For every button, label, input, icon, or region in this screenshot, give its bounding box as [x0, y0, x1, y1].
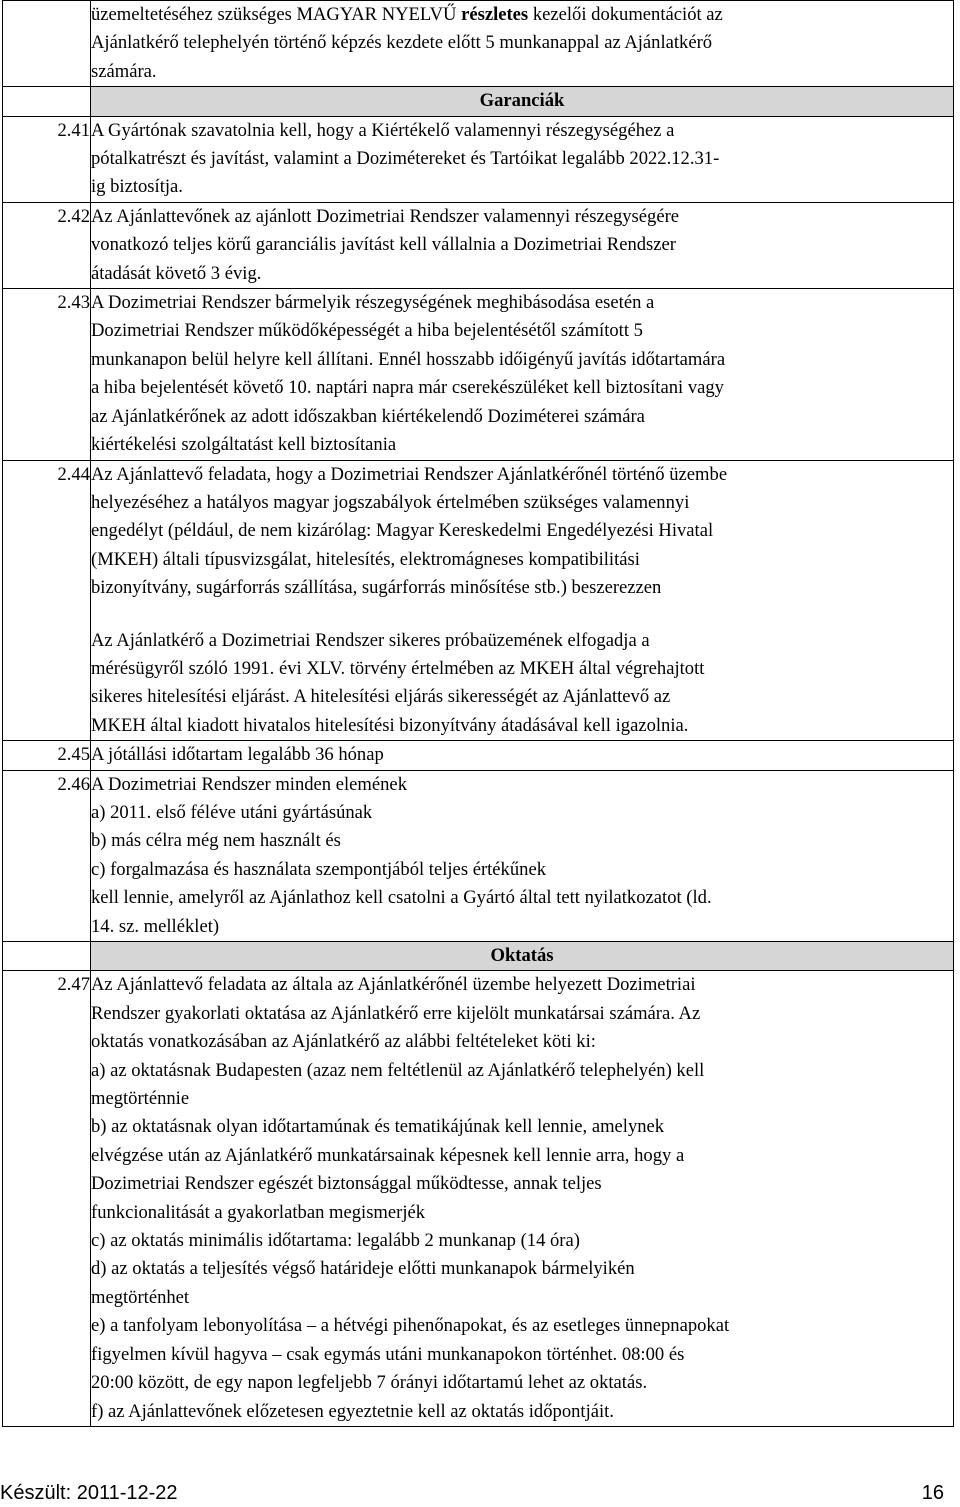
intro-row [3, 1, 954, 87]
intro-text-cell [91, 1, 954, 87]
item-row-2-44 [3, 460, 954, 741]
item-row-2-41 [3, 116, 954, 202]
section-heading: Garanciák [91, 87, 954, 116]
requirements-table [2, 0, 954, 1427]
item-number: 2.44 [3, 460, 91, 741]
item-row-2-42 [3, 202, 954, 288]
bold-emphasis: részletes [461, 4, 529, 25]
item-number: 2.41 [3, 116, 91, 202]
footer-date: Készült: 2011-12-22 [0, 1482, 178, 1504]
item-number: 2.42 [3, 202, 91, 288]
item-text: Az Ajánlattevőnek az ajánlott Dozimetriai Rendszer valamennyi részegységére vonatkozó teljes körű garanciális javítást kell vállalnia a Dozimetriai Rendszer átadását követő 3 évig. [91, 202, 954, 288]
intro-line: Ajánlatkérő telephelyén történő képzés kezdete előtt 5 munkanappal az Ajánlatkérő [91, 32, 713, 54]
item-number: 2.43 [3, 289, 91, 460]
item-number: 2.45 [3, 741, 91, 770]
item-text: A jótállási időtartam legalább 36 hónap [91, 741, 954, 770]
paragraph-gap [91, 603, 953, 627]
section-heading-row [3, 87, 954, 116]
item-text: A Gyártónak szavatolnia kell, hogy a Kiértékelő valamennyi részegységéhez a pótalkatrészt és javítást, valamint a Dozimétereket és Tartóikat legalább 2022.12.31- ig biztosítja. [91, 116, 954, 202]
page-number: 16 [921, 1482, 944, 1504]
intro-number-cell [3, 1, 91, 87]
item-number: 2.47 [3, 971, 91, 1427]
item-text: Az Ajánlattevő feladata az általa az Ajánlatkérőnél üzembe helyezett Dozimetriai Rendszer gyakorlati oktatása az Ajánlatkérő erre kijelölt munkatársai számára. Az oktatás vonatkozásában az Ajánlatkérő az alábbi feltételeket köti ki: a) az oktatásnak Budapesten (azaz nem feltétlenül az Ajánlatkérő telephelyén) kell megtörténnie b) az oktatásnak olyan időtartamúnak és tematikájúnak kell lennie, amelynek elvégzése után az Ajánlatkérő munkatársainak képesnek kell lennie arra, hogy a Dozimetriai Rendszer egészét biztonsággal működtesse, annak teljes funkcionalitását a gyakorlatban megismerjék c) az oktatás minimális időtartama: legalább 2 munkanap (14 óra) d) az oktatás a teljesítés végső határideje előtti munkanapok bármelyikén megtörténhet e) a tanfolyam lebonyolítása – a hétvégi pihenőnapokat, és az esetleges ünnepnapokat figyelmen kívül hagyva – csak egymás utáni munkanapokon történhet. 08:00 és 20:00 között, de egy napon legfeljebb 7 órányi időtartamú lehet az oktatás. f) az Ajánlattevőnek előzetesen egyeztetnie kell az oktatás időpontjáit. [91, 971, 954, 1427]
item-text: A Dozimetriai Rendszer minden elemének a) 2011. első féléve utáni gyártásúnak b) más célra még nem használt és c) forgalmazása és használata szempontjából teljes értékűnek kell lennie, amelyről az Ajánlathoz kell csatolni a Gyártó által tett nyilatkozatot (ld. 14. sz. melléklet) [91, 770, 954, 941]
item-row-2-43 [3, 289, 954, 460]
intro-line: számára. [91, 60, 157, 82]
item-row-2-46 [3, 770, 954, 941]
item-row-2-47 [3, 971, 954, 1427]
item-text: A Dozimetriai Rendszer bármelyik részegységének meghibásodása esetén a Dozimetriai Rendszer működőképességét a hiba bejelentésétől számított 5 munkanapon belül helyre kell állítani. Ennél hosszabb időigényű javítás időtartamára a hiba bejelentését követő 10. naptári napra már cserekészüléket kell biztosítani vagy az Ajánlatkérőnek az adott időszakban kiértékelendő Doziméterei számára kiértékelési szolgáltatást kell biztosítania [91, 289, 954, 460]
item-row-2-45 [3, 741, 954, 770]
section-heading: Oktatás [91, 942, 954, 971]
item-text: Az Ajánlattevő feladata, hogy a Dozimetriai Rendszer Ajánlatkérőnél történő üzembe helyezéséhez a hatályos magyar jogszabályok értelmében szükséges valamennyi engedélyt (például, de nem kizárólag: Magyar Kereskedelmi Engedélyezési Hivatal (MKEH) általi típusvizsgálat, hitelesítés, elektromágneses kompatibilitási bizonyítvány, sugárforrás szállítása, sugárforrás minősítése stb.) beszerezzen Az Ajánlatkérő a Dozimetriai Rendszer sikeres próbaüzemének elfogadja a mérésügyről szóló 1991. évi XLV. törvény értelmében az MKEH által végrehajtott sikeres hitelesítési eljárást. A hitelesítési eljárás sikerességét az Ajánlattevő az MKEH által kiadott hivatalos hitelesítési bizonyítvány átadásával kell igazolnia. [91, 460, 954, 741]
item-number: 2.46 [3, 770, 91, 941]
section-heading-row [3, 942, 954, 971]
intro-line: üzemeltetéséhez szükséges MAGYAR NYELVŰ részletes kezelői dokumentációt az [91, 4, 723, 25]
page-footer [0, 1482, 948, 1505]
